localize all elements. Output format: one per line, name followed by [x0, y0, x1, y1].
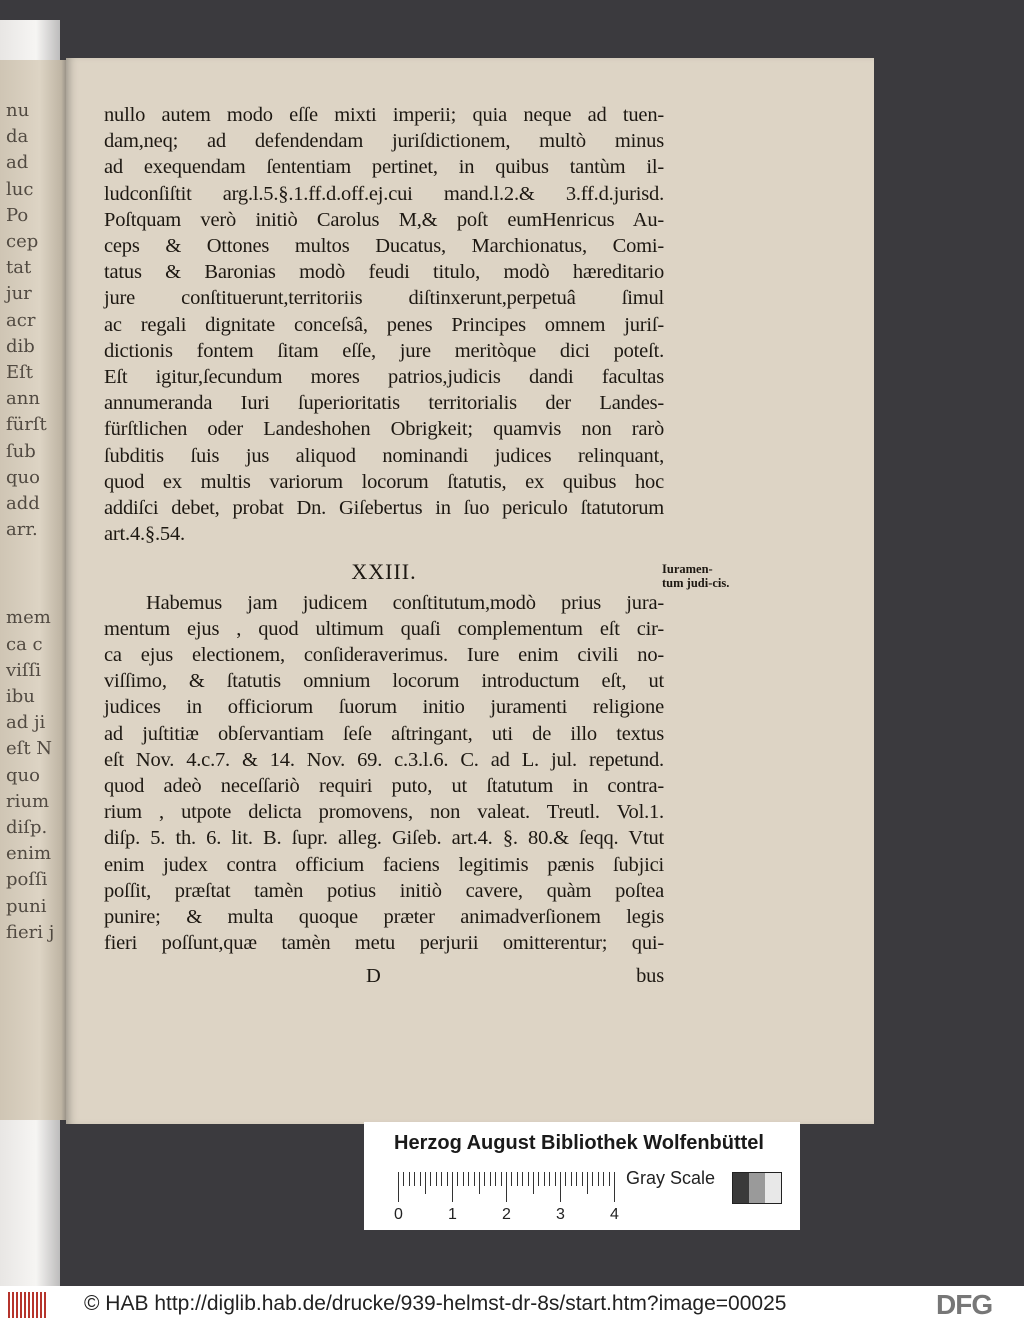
gray-swatch	[749, 1173, 765, 1203]
ruler-tick	[398, 1172, 399, 1202]
ruler-tick	[479, 1172, 480, 1194]
text-line: punire; & multa quoque præter animadverſionem legis	[104, 906, 664, 929]
footer-bar	[0, 1286, 1024, 1323]
left-page-fragment: ann	[6, 388, 40, 410]
left-page-fragment: nu	[6, 100, 30, 121]
text-line: fürſtlichen oder Landeshohen Obrigkeit; quamvis non rarò	[104, 418, 664, 441]
left-page-fragment: dib	[6, 335, 35, 357]
ruler-tick	[565, 1172, 566, 1186]
text-line: ca ejus electionem, conſideraverimus. Iure enim civili no-	[104, 644, 664, 667]
text-line: ad juſtitiæ obſervantiam ſeſe aſtringant, uti de illo textus	[104, 722, 664, 745]
ruler-tick	[436, 1172, 437, 1186]
ruler-tick	[609, 1172, 610, 1186]
text-line: tatus & Baronias modò feudi titulo, modò hæreditario	[104, 261, 664, 284]
ruler-tick	[517, 1172, 518, 1186]
ruler-tick	[414, 1172, 415, 1186]
left-page-fragment: rium	[6, 790, 50, 812]
gray-swatch	[733, 1173, 749, 1203]
left-page-fragment: quo	[6, 764, 40, 786]
left-page-fragment: ad ji	[6, 712, 46, 734]
text-line: quod adeò neceſſariò requiri puto, ut ſtatutum in contra-	[104, 775, 664, 798]
text-line: art.4.§.54.	[104, 523, 185, 546]
previous-page	[0, 60, 72, 1120]
left-page-fragment: tat	[6, 257, 32, 279]
text-line: Poſtquam verò initiò Carolus M,& poſt eumHenricus Au-	[104, 208, 664, 231]
left-page-fragment: poſſi	[6, 869, 48, 891]
text-line: diſp. 5. th. 6. lit. B. ſupr. alleg. Giſeb. art.4. §. 80.& ſeqq. Vtut	[104, 827, 664, 850]
ruler-tick	[484, 1172, 485, 1186]
signature-mark: D	[366, 964, 381, 987]
text-line: fieri poſſunt,quæ tamèn metu perjurii omitterentur; qui-	[104, 932, 664, 955]
text-line: ceps & Ottones multos Ducatus, Marchionatus, Comi-	[104, 235, 664, 258]
library-name: Herzog August Bibliothek Wolfenbüttel	[394, 1132, 764, 1154]
ruler-tick	[528, 1172, 529, 1186]
ruler-tick	[511, 1172, 512, 1186]
text-line: poſſit, præſtat tamèn potius initiò cavere, quàm poſtea	[104, 879, 664, 902]
left-page-fragment: mem	[6, 607, 51, 629]
ruler-tick	[544, 1172, 545, 1186]
gray-swatches	[732, 1172, 782, 1204]
ruler-tick	[598, 1172, 599, 1186]
left-page-fragment: viſſi	[6, 659, 42, 681]
ruler-tick	[441, 1172, 442, 1186]
left-page-fragment: arr.	[6, 519, 38, 541]
scale-number: 0	[394, 1206, 403, 1223]
ruler-tick	[495, 1172, 496, 1186]
ruler-tick	[603, 1172, 604, 1186]
ruler-tick	[447, 1172, 448, 1186]
margin-note: Iuramen-tum judi-cis.	[662, 562, 730, 590]
left-page-fragment: fieri j	[6, 921, 55, 943]
text-line: quod ex multis variorum locorum ſtatutis, ex quibus hoc	[104, 470, 664, 493]
gray-scale-label: Gray Scale	[626, 1168, 716, 1188]
scale-number: 3	[556, 1206, 565, 1223]
ruler-tick	[425, 1172, 426, 1194]
text-line: ac regali dignitate conceſsâ, penes Principes omnem juriſ-	[104, 313, 664, 336]
ruler-tick	[452, 1172, 453, 1202]
left-page-fragment: quo	[6, 466, 40, 488]
ruler-tick	[587, 1172, 588, 1194]
left-page-fragment: ca c	[6, 633, 43, 655]
left-page-fragment: luc	[6, 178, 34, 200]
footer-url[interactable]: © HAB http://diglib.hab.de/drucke/939-helmst-dr-8s/start.htm?image=00025	[84, 1292, 787, 1315]
page-footer-line	[104, 963, 664, 989]
text-line: Habemus jam judicem conſtitutum,modò prius jura-	[146, 591, 664, 614]
catchword: bus	[636, 964, 664, 987]
barcode-icon	[8, 1292, 46, 1318]
ruler-tick	[592, 1172, 593, 1186]
ruler-tick	[403, 1172, 404, 1186]
ruler-tick	[409, 1172, 410, 1186]
left-page-fragment: ad	[6, 152, 29, 174]
ruler-tick	[463, 1172, 464, 1186]
text-line: ludconſiſtit arg.l.5.§.1.ff.d.off.ej.cui mand.l.2.& 3.ff.d.jurisd.	[104, 182, 664, 205]
left-page-fragment: ibu	[6, 686, 35, 707]
text-line: Eſt igitur,ſecundum mores patrios,judicis dandi facultas	[104, 366, 664, 389]
left-page-fragment: eſt N	[6, 738, 53, 760]
scale-number: 2	[502, 1206, 511, 1223]
left-page-fragment: add	[6, 493, 40, 514]
color-calibration-card	[364, 1122, 800, 1230]
ruler-tick	[533, 1172, 534, 1194]
text-line: enim judex contra officium faciens legitimis pænis ſubjici	[104, 853, 664, 876]
text-line: eſt Nov. 4.c.7. & 14. Nov. 69. c.3.l.6. C. ad L. jul. repetund.	[104, 748, 664, 771]
page-text	[104, 102, 664, 989]
ruler-tick	[555, 1172, 556, 1186]
ruler-tick	[474, 1172, 475, 1186]
left-page-fragment: cep	[6, 231, 39, 252]
ruler-tick	[614, 1172, 615, 1202]
ruler-tick	[538, 1172, 539, 1186]
text-line: addiſci debet, probat Dn. Giſebertus in ſuo periculo ſtatutorum	[104, 497, 664, 520]
left-page-fragment: da	[6, 126, 29, 148]
ruler-tick	[560, 1172, 561, 1202]
text-line: jure conſtituerunt,territoriis diſtinxerunt,perpetuâ ſimul	[104, 287, 664, 310]
text-line: annumeranda Iuri ſuperioritatis territorialis der Landes-	[104, 392, 664, 415]
text-line: mentum ejus , quod ultimum quaſi complementum eſt cir-	[104, 617, 664, 640]
section-heading: XXIII.	[351, 559, 417, 585]
ruler-tick	[457, 1172, 458, 1186]
text-line: ſubditis ſuis jus aliquod nominandi judices relinquant,	[104, 444, 664, 467]
left-page-fragment: enim	[6, 843, 52, 865]
text-line: nullo autem modo eſſe mixti imperii; quia neque ad tuen-	[104, 104, 664, 126]
left-page-fragment: puni	[6, 895, 47, 917]
ruler-tick	[582, 1172, 583, 1186]
ruler-tick	[468, 1172, 469, 1186]
left-page-fragment: jur	[6, 283, 32, 305]
text-line: rium , utpote delicta promovens, non valeat. Treutl. Vol.1.	[104, 801, 664, 824]
text-line: viſſimo, & ſtatutis omnium locorum introductum eſt, ut	[104, 670, 664, 693]
left-page-fragment: Po	[6, 204, 29, 226]
text-line: judices in officiorum ſuorum initio juramenti religione	[104, 696, 664, 719]
ruler-tick	[490, 1172, 491, 1186]
gray-swatch	[765, 1173, 781, 1203]
ruler-scale	[398, 1172, 614, 1202]
left-page-fragment: Eſt	[6, 362, 34, 383]
left-page-fragment: fürſt	[6, 414, 47, 436]
left-page-fragment: diſp.	[6, 817, 48, 838]
text-line: dictionis fontem ſitam eſſe, jure meritòque dici poteſt.	[104, 339, 664, 362]
left-page-fragment: ſub	[6, 440, 36, 462]
ruler-tick	[571, 1172, 572, 1186]
text-line: dam,neq; ad defendendam juriſdictionem, multò minus	[104, 130, 664, 153]
ruler-tick	[576, 1172, 577, 1186]
ruler-tick	[506, 1172, 507, 1202]
ruler-tick	[430, 1172, 431, 1186]
scale-number: 4	[610, 1206, 619, 1223]
ruler-tick	[501, 1172, 502, 1186]
dfg-logo: DFG	[936, 1289, 993, 1320]
left-page-fragment: acr	[6, 309, 36, 331]
text-line: ad exequendam ſententiam pertinet, in quibus tantùm il-	[104, 156, 664, 179]
scale-number: 1	[448, 1206, 457, 1223]
ruler-tick	[549, 1172, 550, 1186]
ruler-tick	[522, 1172, 523, 1186]
ruler-tick	[420, 1172, 421, 1186]
